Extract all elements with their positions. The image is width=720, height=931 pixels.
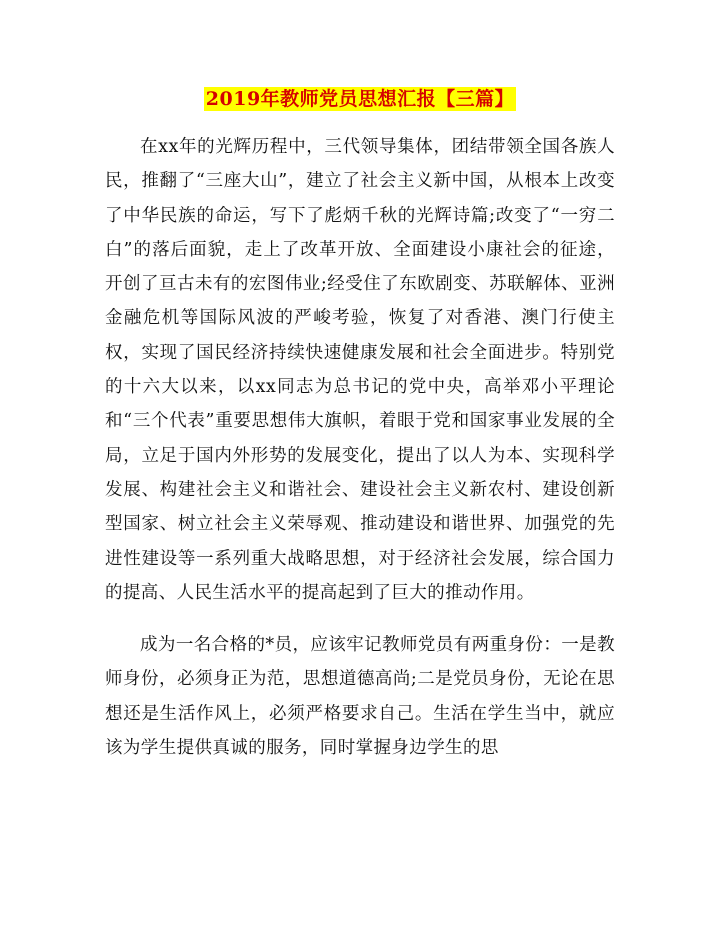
title-container [0, 87, 720, 111]
paragraph-2: 成为一名合格的*员，应该牢记教师党员有两重身份：一是教师身份，必须身正为范，思想道德高尚;二是党员身份，无论在思想还是生活作风上，必须严格要求自己。生活在学生当中，就应该为学生提供真诚的服务，同时掌握身边学生的思 [105, 635, 615, 759]
document-body [105, 130, 615, 765]
paragraph-1: 在xx年的光辉历程中，三代领导集体，团结带领全国各族人民，推翻了“三座大山”，建立了社会主义新中国，从根本上改变了中华民族的命运，写下了彪炳千秋的光辉诗篇;改变了“一穷二白”的落后面貌，走上了改革开放、全面建设小康社会的征途，开创了亘古未有的宏图伟业;经受住了东欧剧变、苏联解体、亚洲金融危机等国际风波的严峻考验，恢复了对香港、澳门行使主权，实现了国民经济持续快速健康发展和社会全面进步。特别党的十六大以来，以xx同志为总书记的党中央，高举邓小平理论和“三个代表”重要思想伟大旗帜，着眼于党和国家事业发展的全局，立足于国内外形势的发展变化，提出了以人为本、实现科学发展、构建社会主义和谐社会、建设社会主义新农村、建设创新型国家、树立社会主义荣辱观、推动建设和谐世界、加强党的先进性建设等一系列重大战略思想，对于经济社会发展，综合国力的提高、人民生活水平的提高起到了巨大的推动作用。 [105, 137, 615, 603]
document-title: 2019年教师党员思想汇报【三篇】 [205, 88, 515, 110]
